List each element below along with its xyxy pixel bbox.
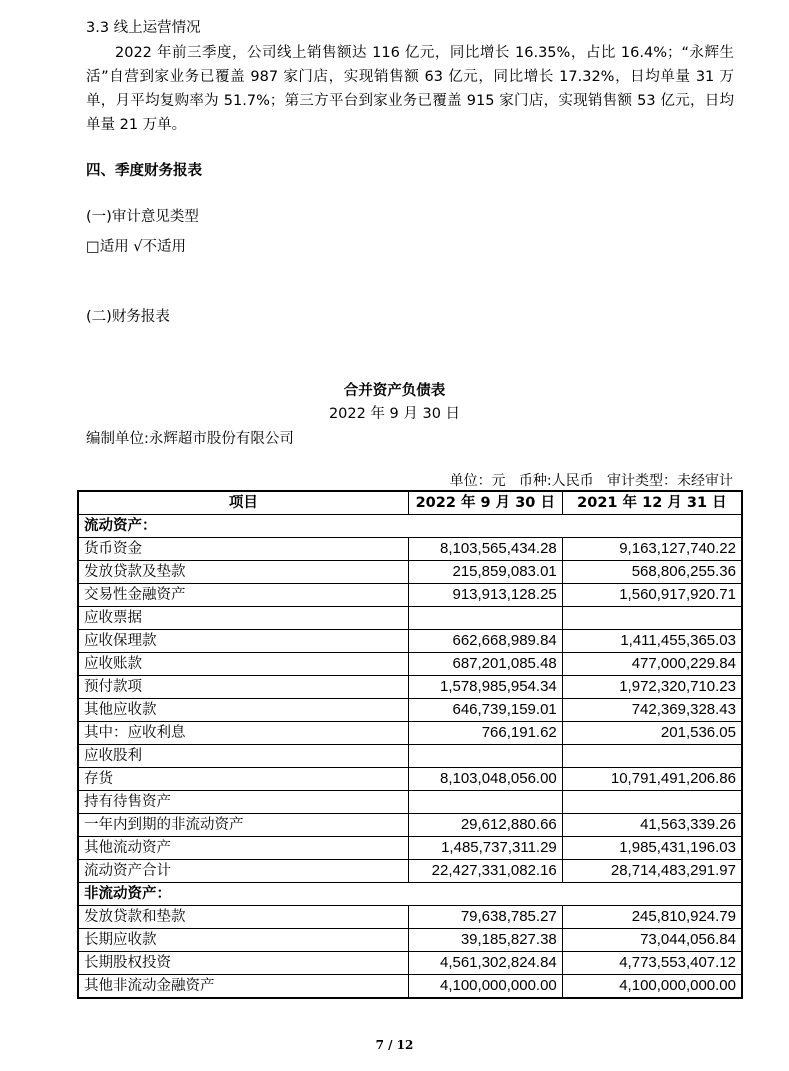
value-2022: 766,191.62 [408, 722, 562, 745]
value-2021: 245,810,924.79 [562, 906, 741, 929]
value-2021: 4,100,000,000.00 [562, 975, 741, 998]
value-2021: 9,163,127,740.22 [562, 538, 741, 561]
row-label: 应收股利 [79, 745, 409, 768]
value-2022: 1,578,985,954.34 [408, 676, 562, 699]
table-header-row [79, 492, 742, 515]
value-2021: 10,791,491,206.86 [562, 768, 741, 791]
table-row [79, 975, 742, 998]
value-2021: 568,806,255.36 [562, 561, 741, 584]
table-row [79, 906, 742, 929]
table-row [79, 607, 742, 630]
table-row [79, 837, 742, 860]
row-label: 应收票据 [79, 607, 409, 630]
table-row [79, 883, 742, 906]
value-2022 [408, 607, 562, 630]
row-label: 其中：应收利息 [79, 722, 409, 745]
row-label: 其他非流动金融资产 [79, 975, 409, 998]
value-2021: 73,044,056.84 [562, 929, 741, 952]
row-label: 长期股权投资 [79, 952, 409, 975]
header-2021-12-31: 2021 年 12 月 31 日 [562, 492, 741, 515]
row-label: 发放贷款及垫款 [79, 561, 409, 584]
value-2022: 687,201,085.48 [408, 653, 562, 676]
value-2022 [408, 791, 562, 814]
table-row [79, 768, 742, 791]
row-label: 货币资金 [79, 538, 409, 561]
value-2021: 1,560,917,920.71 [562, 584, 741, 607]
table-row [79, 515, 742, 538]
table-row [79, 653, 742, 676]
value-2021 [562, 745, 741, 768]
row-label: 一年内到期的非流动资产 [79, 814, 409, 837]
value-2022: 646,739,159.01 [408, 699, 562, 722]
table-row [79, 791, 742, 814]
row-label: 流动资产合计 [79, 860, 409, 883]
audit-opinion-options: □适用 √不适用 [86, 239, 187, 255]
row-label: 预付款项 [79, 676, 409, 699]
preparing-entity: 编制单位:永辉超市股份有限公司 [86, 431, 294, 447]
row-label: 应收账款 [79, 653, 409, 676]
value-2022: 913,913,128.25 [408, 584, 562, 607]
financial-statements-title: (二)财务报表 [86, 309, 170, 325]
value-2022: 4,561,302,824.84 [408, 952, 562, 975]
online-operations-paragraph: 2022 年前三季度，公司线上销售额达 116 亿元，同比增长 16.35%，占比 16.4%；“永辉生活”自营到家业务已覆盖 987 家门店，实现销售额 63 亿元，同比增长 17.32%，日均单量 31 万单，月平均复购率为 51.7%；第三方平台到家业务已覆盖 915 家门店，实现销售额 53 亿元，日均单量 21 万单。 [86, 45, 734, 133]
value-2021: 1,411,455,365.03 [562, 630, 741, 653]
value-2021: 1,985,431,196.03 [562, 837, 741, 860]
value-2022 [408, 745, 562, 768]
row-label: 存货 [79, 768, 409, 791]
table-row [79, 722, 742, 745]
table-row [79, 699, 742, 722]
unit-currency-audit-line: 单位：元 币种:人民币 审计类型：未经审计 [449, 473, 733, 489]
value-2022: 4,100,000,000.00 [408, 975, 562, 998]
audit-opinion-title: (一)审计意见类型 [86, 209, 199, 225]
table-row [79, 584, 742, 607]
table-row [79, 814, 742, 837]
row-label: 交易性金融资产 [79, 584, 409, 607]
balance-sheet-title: 合并资产负债表 [343, 383, 446, 399]
value-2021: 201,536.05 [562, 722, 741, 745]
value-2021 [562, 607, 741, 630]
row-label: 持有待售资产 [79, 791, 409, 814]
row-label: 其他应收款 [79, 699, 409, 722]
value-2021: 28,714,483,291.97 [562, 860, 741, 883]
value-2022: 662,668,989.84 [408, 630, 562, 653]
header-item: 项目 [79, 492, 409, 515]
value-2021: 1,972,320,710.23 [562, 676, 741, 699]
value-2022: 8,103,048,056.00 [408, 768, 562, 791]
value-2022: 29,612,880.66 [408, 814, 562, 837]
row-label: 其他流动资产 [79, 837, 409, 860]
page-indicator: 7 / 12 [375, 1038, 414, 1052]
table-row [79, 745, 742, 768]
value-2021: 41,563,339.26 [562, 814, 741, 837]
value-2022: 1,485,737,311.29 [408, 837, 562, 860]
table-row [79, 676, 742, 699]
value-2021: 477,000,229.84 [562, 653, 741, 676]
value-2022: 8,103,565,434.28 [408, 538, 562, 561]
row-label: 非流动资产： [79, 883, 742, 906]
section-heading-online-operations: 3.3 线上运营情况 [86, 20, 201, 36]
row-label: 发放贷款和垫款 [79, 906, 409, 929]
section-heading-quarterly-financials: 四、季度财务报表 [86, 163, 202, 179]
balance-sheet-date: 2022 年 9 月 30 日 [328, 406, 461, 422]
table-row [79, 538, 742, 561]
balance-sheet-table [78, 491, 742, 998]
value-2022: 22,427,331,082.16 [408, 860, 562, 883]
row-label: 应收保理款 [79, 630, 409, 653]
header-2022-09-30: 2022 年 9 月 30 日 [408, 492, 562, 515]
value-2022: 215,859,083.01 [408, 561, 562, 584]
value-2022: 39,185,827.38 [408, 929, 562, 952]
row-label: 长期应收款 [79, 929, 409, 952]
value-2022: 79,638,785.27 [408, 906, 562, 929]
value-2021 [562, 791, 741, 814]
table-row [79, 952, 742, 975]
table-row [79, 929, 742, 952]
table-row [79, 630, 742, 653]
table-row-subtotal [79, 860, 742, 883]
value-2021: 742,369,328.43 [562, 699, 741, 722]
row-label: 流动资产： [79, 515, 742, 538]
value-2021: 4,773,553,407.12 [562, 952, 741, 975]
table-row [79, 561, 742, 584]
